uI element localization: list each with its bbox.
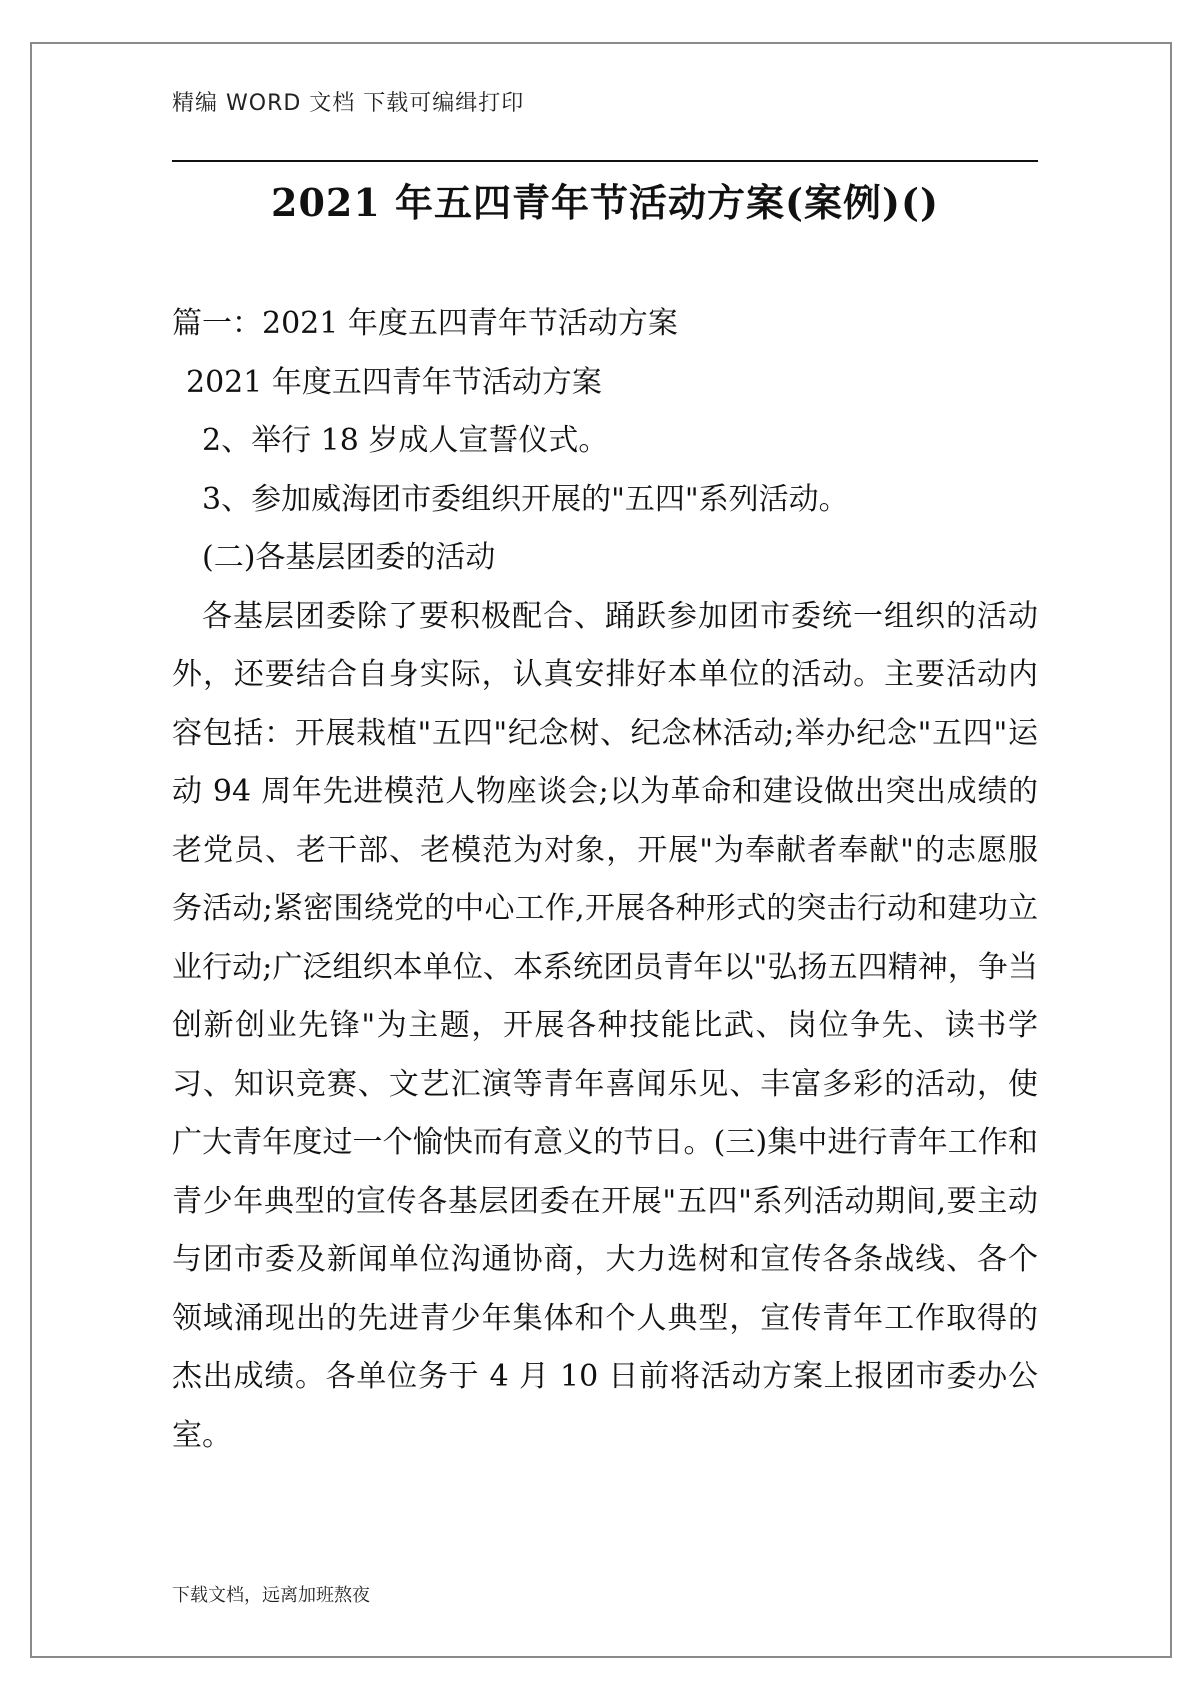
page-header: 精编 WORD 文档 下载可编缉打印 xyxy=(172,91,525,116)
body-paragraph: 各基层团委除了要积极配合、踊跃参加团市委统一组织的活动外，还要结合自身实际，认真安排好本单位的活动。主要活动内容包括：开展栽植"五四"纪念树、纪念林活动;举办纪念"五四"运动 94 周年先进模范人物座谈会;以为革命和建设做出突出成绩的老党员、老干部、老模范为对象，开展"为奉献者奉献"的志愿服务活动;紧密围绕党的中心工作,开展各种形式的突击行动和建功立业行动;广泛组织本单位、本系统团员青年以"弘扬五四精神，争当创新创业先锋"为主题，开展各种技能比武、岗位争先、读书学习、知识竞赛、文艺汇演等青年喜闻乐见、丰富多彩的活动，使广大青年度过一个愉快而有意义的节日。(三)集中进行青年工作和青少年典型的宣传各基层团委在开展"五四"系列活动期间,要主动与团市委及新闻单位沟通协商，大力选树和宣传各条战线、各个领域涌现出的先进青少年集体和个人典型，宣传青年工作取得的杰出成绩。各单位务于 4 月 10 日前将活动方案上报团市委办公室。 xyxy=(172,598,1038,1453)
list-item-2: 2、举行 18 岁成人宣誓仪式。 xyxy=(202,423,609,458)
list-item-3: 3、参加威海团市委组织开展的"五四"系列活动。 xyxy=(202,481,849,517)
sub-heading: (二)各基层团委的活动 xyxy=(202,540,496,575)
header-divider xyxy=(172,160,1038,162)
document-body xyxy=(172,295,1038,1465)
document-title: 2021 年五四青年节活动方案(案例)() xyxy=(271,180,939,225)
section-subtitle: 2021 年度五四青年节活动方案 xyxy=(186,364,602,400)
page-footer: 下载文档，远离加班熬夜 xyxy=(172,1585,370,1606)
section-heading: 篇一：2021 年度五四青年节活动方案 xyxy=(172,306,678,341)
